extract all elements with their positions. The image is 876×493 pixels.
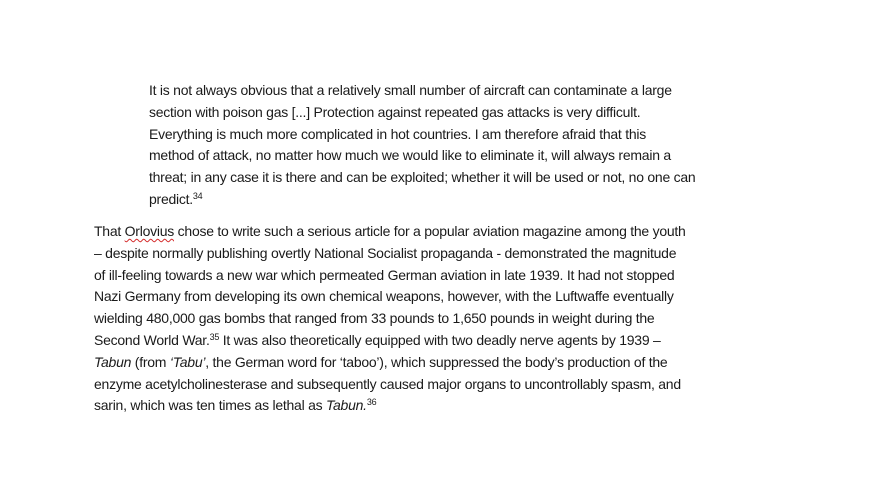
italic-term: Tabun. xyxy=(326,397,367,414)
quote-line: threat; in any case it is there and can be exploited; whether it will be used or not, no one can xyxy=(149,169,696,186)
spelling-error-word[interactable]: Orlovius xyxy=(124,223,175,239)
quote-line: Everything is much more complicated in hot countries. I am therefore afraid that this xyxy=(149,125,646,142)
quote-line: method of attack, no matter how much we would like to eliminate it, will always remain a xyxy=(149,147,671,164)
paragraph-line: Nazi Germany from developing its own chemical weapons, however, with the Luftwaffe eventually xyxy=(94,288,674,305)
paragraph-line xyxy=(94,395,784,417)
text-run: chose to write such a serious article for a popular aviation magazine among the youth xyxy=(174,223,686,239)
paragraph-line: wielding 480,000 gas bombs that ranged from 33 pounds to 1,650 pounds in weight during the xyxy=(94,310,655,327)
text-run: Second World War. xyxy=(94,331,210,348)
italic-term: Tabun xyxy=(94,353,132,370)
text-run: , the German word for ‘taboo’), which suppressed the body’s production of the xyxy=(205,353,668,370)
paragraph-line xyxy=(94,330,784,352)
quote-last-text: predict. xyxy=(149,190,193,207)
body-paragraph xyxy=(94,221,784,417)
italic-term: ‘Tabu’ xyxy=(169,353,206,370)
footnote-marker[interactable]: 34 xyxy=(192,190,203,201)
footnote-marker[interactable]: 35 xyxy=(209,331,220,342)
footnote-marker[interactable]: 36 xyxy=(366,397,377,408)
paragraph-line xyxy=(94,221,784,243)
quote-line xyxy=(149,189,789,211)
text-run: It was also theoretically equipped with two deadly nerve agents by 1939 – xyxy=(219,331,661,348)
paragraph-line xyxy=(94,352,784,374)
text-run: (from xyxy=(131,353,170,370)
text-run: That xyxy=(94,223,125,239)
paragraph-line: enzyme acetylcholinesterase and subsequently caused major organs to uncontrollably spasm, and xyxy=(94,375,681,392)
paragraph-line: – despite normally publishing overtly National Socialist propaganda - demonstrated the magnitude xyxy=(94,244,677,261)
text-run: sarin, which was ten times as lethal as xyxy=(94,397,326,414)
block-quote xyxy=(149,80,789,211)
quote-line: section with poison gas [...] Protection against repeated gas attacks is very difficult. xyxy=(149,103,641,120)
paragraph-line: of ill-feeling towards a new war which permeated German aviation in late 1939. It had not stopped xyxy=(94,266,675,283)
quote-line: It is not always obvious that a relatively small number of aircraft can contaminate a large xyxy=(149,82,672,98)
